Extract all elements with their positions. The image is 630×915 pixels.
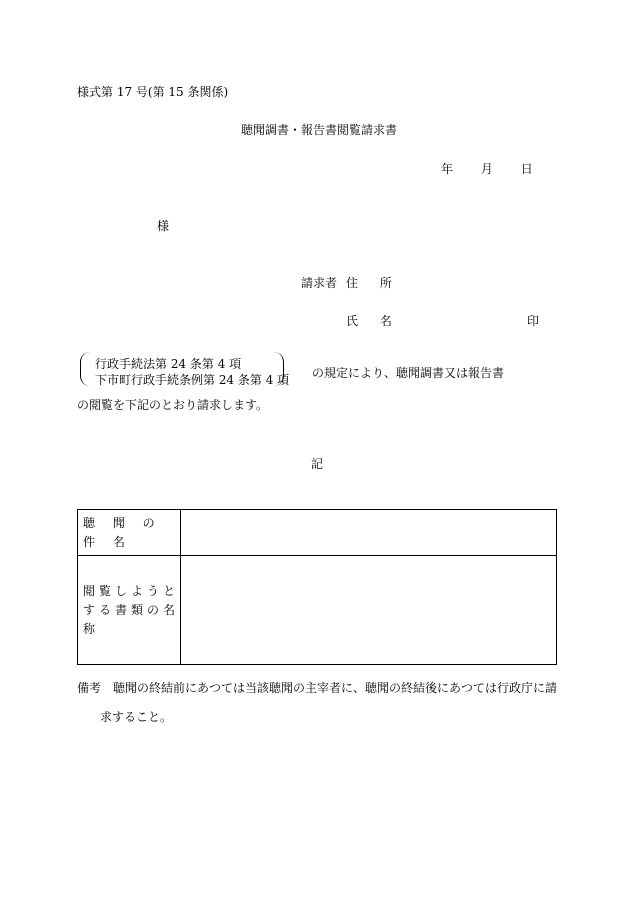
form-number: 様式第 17 号(第 15 条関係) (77, 85, 229, 99)
note-label: 備考 (77, 681, 102, 695)
date-line (441, 160, 533, 177)
addressee-honorific: 様 (157, 219, 170, 233)
note-text-2: 求すること。 (100, 710, 173, 724)
document-name-value[interactable] (181, 556, 557, 665)
law-reference-2: 下市町行政手続条例第 24 条第 4 項 (95, 373, 290, 387)
table-row (78, 556, 557, 665)
requester-label: 請求者 (301, 276, 338, 290)
document-name-label: 閲覧しようとする書類の名称 (78, 556, 181, 665)
document-title: 聴聞調書・報告書閲覧請求書 (240, 123, 397, 137)
request-table (77, 509, 557, 665)
date-day-label: 日 (520, 162, 533, 176)
address-label: 住 所 (346, 276, 401, 290)
provision-text-2: の閲覧を下記のとおり請求します。 (77, 398, 269, 412)
date-year-label: 年 (441, 162, 454, 176)
seal-mark: 印 (527, 314, 540, 328)
provision-text-1: の規定により、聴聞調書又は報告書 (312, 366, 505, 380)
table-row (78, 510, 557, 556)
hearing-subject-label: 聴 聞 の 件 名 (78, 510, 181, 556)
law-reference-1: 行政手続法第 24 条第 4 項 (95, 357, 242, 371)
note-text-1: 聴聞の終結前にあつては当該聴聞の主宰者に、聴聞の終結後にあつては行政庁に請 (113, 681, 558, 695)
name-label: 氏 名 (346, 314, 401, 328)
hearing-subject-value[interactable] (181, 510, 557, 556)
ki-heading: 記 (310, 457, 323, 471)
date-month-label: 月 (480, 162, 493, 176)
